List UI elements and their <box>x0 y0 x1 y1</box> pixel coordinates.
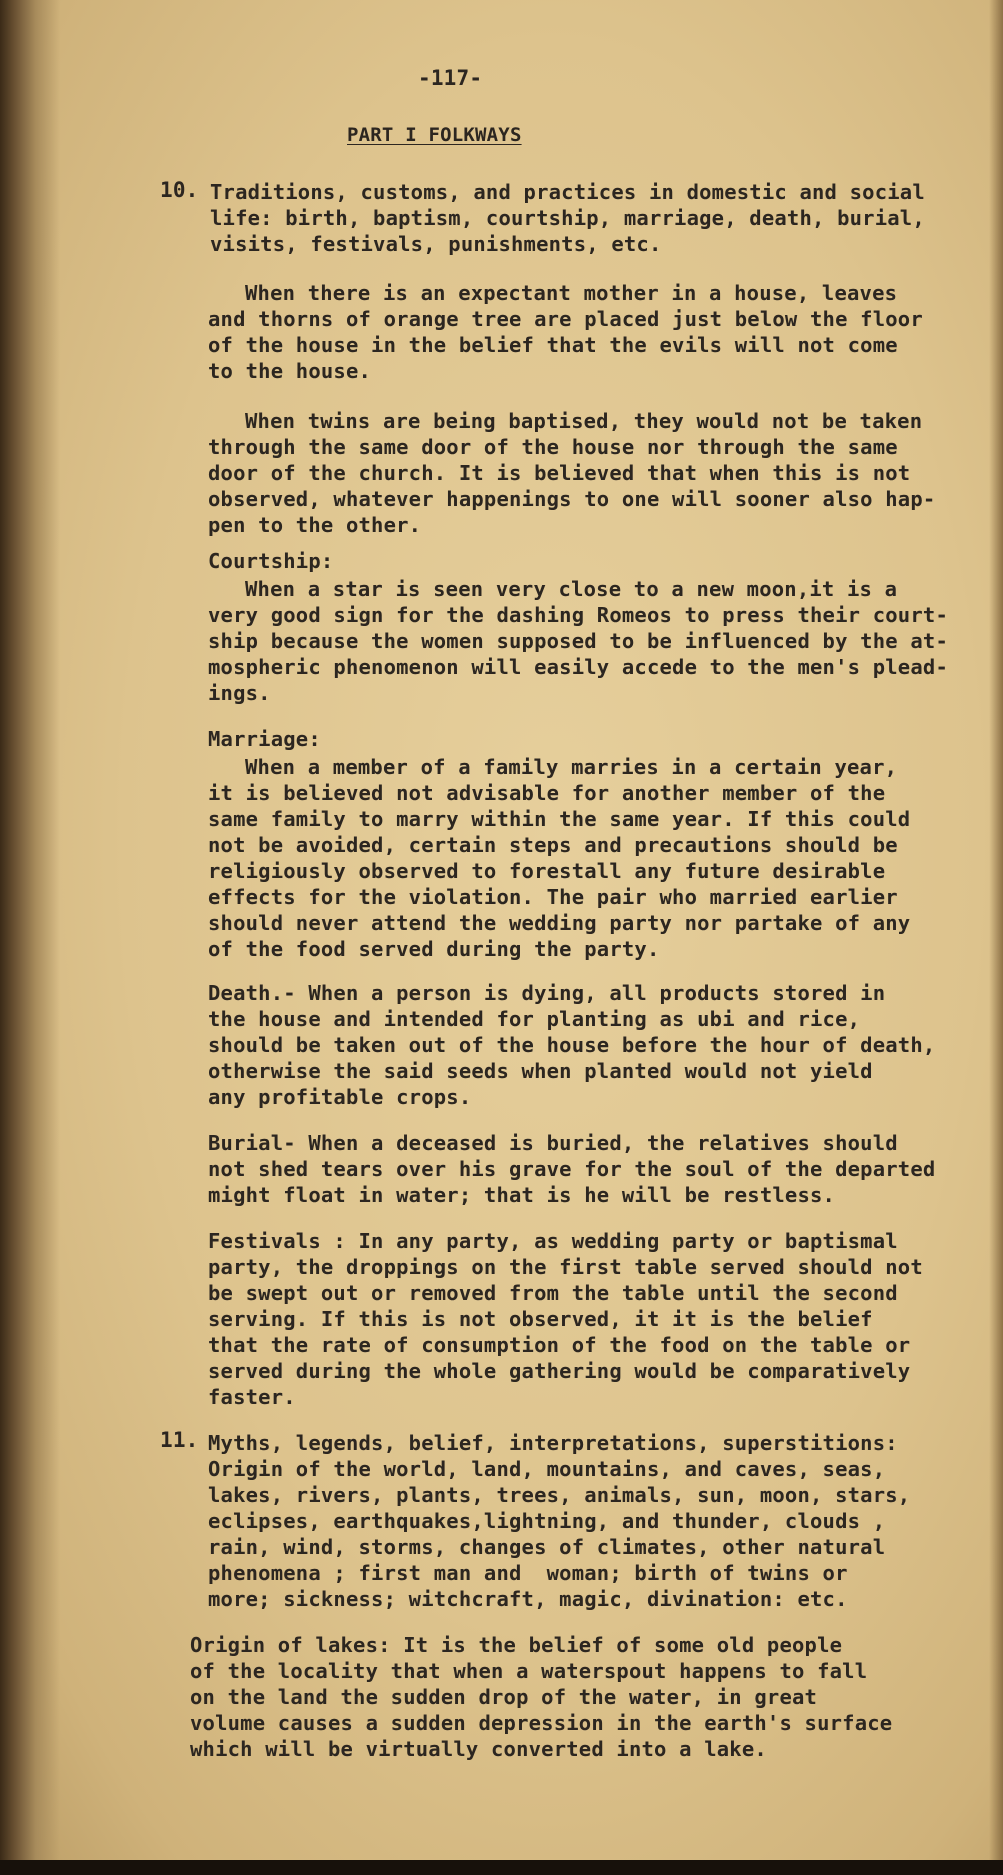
paragraph-line: observed, whatever happenings to one will sooner also hap- <box>208 487 936 511</box>
paragraph-line: effects for the violation. The pair who married earlier <box>208 885 898 909</box>
paragraph-line: When a member of a family marries in a certain year, <box>245 755 898 779</box>
section-title-line: more; sickness; witchcraft, magic, divination: etc. <box>208 1587 848 1611</box>
paragraph-line: Burial- When a deceased is buried, the relatives should <box>208 1131 898 1155</box>
section-title-line: life: birth, baptism, courtship, marriage, death, burial, <box>210 206 925 230</box>
paragraph-line: pen to the other. <box>208 513 422 537</box>
paragraph-line: faster. <box>208 1385 296 1409</box>
section-title-line: lakes, rivers, plants, trees, animals, sun, moon, stars, <box>208 1483 911 1507</box>
scan-bottom-border <box>0 1860 1003 1875</box>
paragraph-line: to the house. <box>208 359 372 383</box>
paragraph-line: that the rate of consumption of the food on the table or <box>208 1333 911 1357</box>
paragraph-line: When a star is seen very close to a new moon,it is a <box>245 577 898 601</box>
paragraph-line: should be taken out of the house before the hour of death, <box>208 1033 936 1057</box>
paragraph-line: mospheric phenomenon will easily accede to the men's plead- <box>208 655 948 679</box>
paragraph-line: Festivals : In any party, as wedding party or baptismal <box>208 1229 898 1253</box>
subheading-courtship: Courtship: <box>208 549 334 573</box>
paragraph-line: of the locality that when a waterspout happens to fall <box>190 1659 868 1683</box>
paragraph-line: Death.- When a person is dying, all products stored in <box>208 981 886 1005</box>
section-title-line: Myths, legends, belief, interpretations, superstitions: <box>208 1431 898 1455</box>
paragraph-line: served during the whole gathering would be comparatively <box>208 1359 911 1383</box>
paragraph-line: of the food served during the party. <box>208 937 660 961</box>
paragraph-line: door of the church. It is believed that when this is not <box>208 461 911 485</box>
paragraph-line: When twins are being baptised, they would not be taken <box>245 409 923 433</box>
paragraph-line: not be avoided, certain steps and precautions should be <box>208 833 898 857</box>
subheading-marriage: Marriage: <box>208 727 321 751</box>
paragraph-line: any profitable crops. <box>208 1085 472 1109</box>
paragraph-line: serving. If this is not observed, it it is the belief <box>208 1307 873 1331</box>
paragraph-line: and thorns of orange tree are placed just below the floor <box>208 307 923 331</box>
paragraph-line: ings. <box>208 681 271 705</box>
section-number: 10. <box>160 178 199 202</box>
paragraph-line: should never attend the wedding party nor partake of any <box>208 911 911 935</box>
paragraph-line: the house and intended for planting as ubi and rice, <box>208 1007 861 1031</box>
section-title-line: phenomena ; first man and woman; birth of twins or <box>208 1561 848 1585</box>
paragraph-line: religiously observed to forestall any future desirable <box>208 859 886 883</box>
paragraph-line: ship because the women supposed to be influenced by the at- <box>208 629 948 653</box>
paragraph-line: Origin of lakes: It is the belief of some old people <box>190 1633 843 1657</box>
paragraph-line: through the same door of the house nor through the same <box>208 435 898 459</box>
paragraph-line: When there is an expectant mother in a house, leaves <box>245 281 898 305</box>
paragraph-line: which will be virtually converted into a lake. <box>190 1737 767 1761</box>
section-title-line: visits, festivals, punishments, etc. <box>210 232 662 256</box>
section-title-line: rain, wind, storms, changes of climates, other natural <box>208 1535 886 1559</box>
paragraph-line: party, the droppings on the first table served should not <box>208 1255 923 1279</box>
paragraph-line: not shed tears over his grave for the soul of the departed <box>208 1157 936 1181</box>
paragraph-line: very good sign for the dashing Romeos to press their court- <box>208 603 948 627</box>
paragraph-line: volume causes a sudden depression in the earth's surface <box>190 1711 893 1735</box>
page-heading: PART I FOLKWAYS <box>347 124 522 146</box>
section-number: 11. <box>160 1428 199 1452</box>
paragraph-line: on the land the sudden drop of the water, in great <box>190 1685 818 1709</box>
section-title-line: eclipses, earthquakes,lightning, and thunder, clouds , <box>208 1509 886 1533</box>
paragraph-line: might float in water; that is he will be restless. <box>208 1183 836 1207</box>
page-number: -117- <box>418 66 483 90</box>
paragraph-line: it is believed not advisable for another member of the <box>208 781 886 805</box>
paragraph-line: same family to marry within the same year. If this could <box>208 807 911 831</box>
paragraph-line: of the house in the belief that the evils will not come <box>208 333 898 357</box>
section-title-line: Traditions, customs, and practices in domestic and social <box>210 180 925 204</box>
paragraph-line: be swept out or removed from the table until the second <box>208 1281 898 1305</box>
section-title-line: Origin of the world, land, mountains, and caves, seas, <box>208 1457 886 1481</box>
paragraph-line: otherwise the said seeds when planted would not yield <box>208 1059 873 1083</box>
